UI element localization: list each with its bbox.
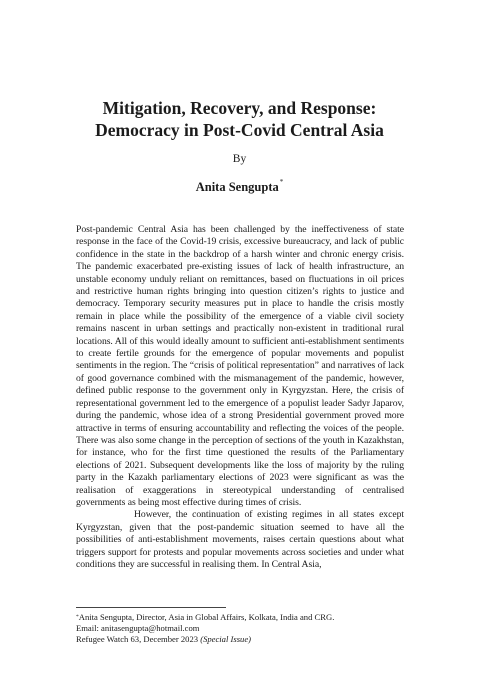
article-title bbox=[40, 97, 439, 141]
title-line-1: Mitigation, Recovery, and Response: bbox=[102, 98, 377, 118]
article-body bbox=[76, 224, 404, 571]
footnote-marker: * bbox=[76, 614, 79, 620]
body-paragraph-2: However, the continuation of existing regimes in all states except Kyrgyzstan, given that the post-pandemic situation seemed to have all the possibilities of anti-establishment movements, raises certain questions about what triggers support for protests and popular movements across societies and under what conditions they are successful in realising them. In Central Asia, bbox=[76, 509, 404, 570]
footnote bbox=[76, 612, 406, 646]
author-line bbox=[0, 180, 479, 195]
footnote-divider bbox=[76, 607, 226, 608]
footnote-email: Email: anitasengupta@hotmail.com bbox=[76, 623, 200, 634]
footnote-author-info: *Anita Sengupta, Director, Asia in Global Affairs, Kolkata, India and CRG. bbox=[76, 612, 335, 622]
body-paragraph-1: Post-pandemic Central Asia has been challenged by the ineffectiveness of state response in the face of the Covid-19 crisis, excessive bureaucracy, and lack of public confidence in the state in the backdrop of a harsh winter and chronic energy crisis. The pandemic exacerbated pre-existing issues of lack of health infrastructure, an unstable economy unduly reliant on remittances, based on fluctuations in oil prices and restrictive human rights bringing into question citizen’s rights to justice and democracy. Temporary security measures put in place to handle the crisis mostly remain in place while the possibility of the emergence of a viable civil society remains nascent in urban settings and practically non-existent in traditional rural locations. All of this would ideally amount to sufficient anti-establishment sentiments to create fertile grounds for the emergence of popular movements and populist sentiments in the region. The “crisis of political representation” and narratives of lack of good governance combined with the mismanagement of the pandemic, however, defined public response to the government only in Kyrgyzstan. Here, the crisis of representational government led to the emergence of a populist leader Sadyr Japarov, during the pandemic, whose idea of a strong Presidential government proved more attractive in terms of ensuring accountability and reflecting the voices of the people. There was also some change in the perception of sections of the youth in Kazakhstan, for instance, who for the first time questioned the results of the Parliamentary elections of 2021. Subsequent developments like the loss of majority by the ruling party in the Kazakh parliamentary elections of 2023 were significant as was the realisation of exaggerations in stereotypical understanding of centralised governments as being most effective during times of crisis. bbox=[76, 224, 404, 508]
byline: By bbox=[232, 153, 247, 165]
author-footnote-marker: * bbox=[279, 178, 284, 186]
author-name: Anita Sengupta bbox=[195, 180, 279, 194]
title-line-2: Democracy in Post-Covid Central Asia bbox=[95, 120, 384, 140]
footnote-publication-info: Refugee Watch 63, December 2023 (Special Issue) bbox=[76, 634, 252, 645]
